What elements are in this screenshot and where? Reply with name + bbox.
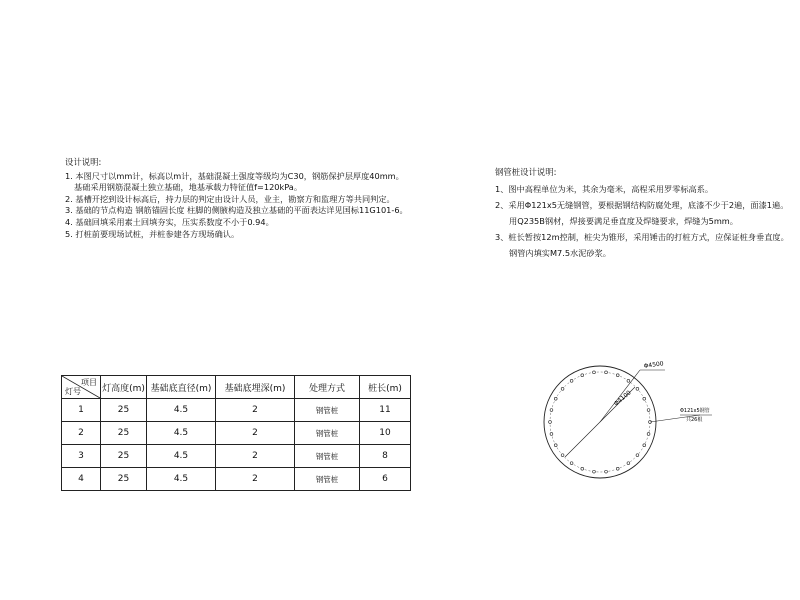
table-cell: 2 (216, 422, 295, 445)
table-cell: 10 (360, 422, 411, 445)
table-cell: 6 (360, 468, 411, 491)
design-note-line: 2. 基槽开挖到设计标高后，持力层的判定由设计人员，业主，勘察方和监理方等共同判定。 (65, 193, 395, 204)
pile-notes-title: 钢管桩设计说明: (495, 167, 557, 177)
pile-marker (570, 379, 573, 382)
table-cell: 4 (62, 468, 101, 491)
table-cell: 25 (101, 468, 147, 491)
pile-marker (643, 444, 646, 447)
table-row (62, 422, 411, 445)
design-note-line: 3. 基础的节点构造 钢筋锚固长度 柱脚的侧腋构造及独立基础的平面表达详见国标11G101-6。 (65, 205, 408, 216)
corner-bottom-label: 灯号 (65, 387, 81, 396)
design-note-line: 基础采用钢筋混凝土独立基础，地基承载力特征值f=120kPa。 (74, 182, 303, 193)
table-cell: 25 (101, 422, 147, 445)
table-corner-cell (62, 376, 101, 399)
pile-marker (616, 374, 619, 377)
table-cell: 4.5 (147, 445, 216, 468)
table-cell: 钢管桩 (295, 445, 360, 468)
pile-marker (605, 470, 608, 473)
pile-marker (636, 387, 639, 390)
table-cell: 钢管桩 (295, 468, 360, 491)
table-cell: 2 (216, 399, 295, 422)
table-cell: 钢管桩 (295, 422, 360, 445)
table-cell: 1 (62, 399, 101, 422)
pile-marker (561, 454, 564, 457)
table-cell: 4.5 (147, 399, 216, 422)
table-cell: 2 (216, 468, 295, 491)
pile-note-line: 1、图中高程单位为米，其余为毫米，高程采用罗零标高系。 (495, 183, 714, 194)
design-note-line: 5. 打桩前要现场试桩，并桩参建各方现场确认。 (65, 228, 240, 239)
pile-spec-label: Φ121x5钢管 (680, 408, 710, 414)
design-notes (65, 157, 408, 240)
design-note-line: 1. 本图尺寸以mm计，标高以m计，基础混凝土强度等级均为C30，钢筋保护层厚度40mm。 (65, 170, 404, 181)
table-cell: 25 (101, 445, 147, 468)
table-cell: 钢管桩 (295, 399, 360, 422)
table-cell: 2 (216, 445, 295, 468)
table-cell: 8 (360, 445, 411, 468)
lamp-spec-table (61, 375, 411, 491)
pile-marker (605, 371, 608, 374)
table-cell: 25 (101, 399, 147, 422)
pile-marker (647, 433, 650, 436)
table-cell: 11 (360, 399, 411, 422)
pile-count-label: 共26根 (686, 417, 703, 423)
pile-marker (593, 470, 596, 473)
corner-top-label: 项目 (81, 378, 97, 387)
pile-marker (561, 387, 564, 390)
table-row (62, 399, 411, 422)
pile-marker (581, 374, 584, 377)
pile-marker (554, 397, 557, 400)
pile-marker (549, 421, 552, 424)
pile-note-line: 用Q235B钢材，焊接要满足垂直度及焊缝要求，焊缝为5mm。 (509, 216, 738, 226)
pile-marker (627, 379, 630, 382)
inner-diameter-label: Φ4100 (612, 389, 633, 408)
pile-marker (627, 462, 630, 465)
table-row (62, 468, 411, 491)
pile-marker (570, 462, 573, 465)
pile-notes (495, 167, 789, 262)
table-row (62, 445, 411, 468)
pile-marker (636, 454, 639, 457)
table-header-row (62, 376, 411, 399)
pile-note-line: 钢管内填实M7.5水泥砂浆。 (509, 248, 611, 259)
table-cell: 2 (62, 422, 101, 445)
pile-marker (581, 467, 584, 470)
header-cell: 灯高度(m) (101, 376, 147, 399)
pile-marker (616, 467, 619, 470)
outer-diameter-label: Φ4500 (643, 360, 665, 370)
header-cell: 处理方式 (295, 376, 360, 399)
table-cell: 4.5 (147, 468, 216, 491)
header-cell: 基础底埋深(m) (216, 376, 295, 399)
pile-marker (593, 371, 596, 374)
pile-marker (550, 409, 553, 412)
table-cell: 4.5 (147, 422, 216, 445)
design-notes-title: 设计说明: (65, 157, 102, 167)
pile-marker (554, 444, 557, 447)
pile-marker (643, 397, 646, 400)
pile-note-line: 3、桩长暂按12m控制，桩尖为锥形，采用锤击的打桩方式，应保证桩身垂直度。 (495, 232, 789, 243)
table-cell: 3 (62, 445, 101, 468)
pile-marker (550, 433, 553, 436)
header-cell: 桩长(m) (360, 376, 411, 399)
pile-layout-diagram (540, 360, 720, 485)
design-note-line: 4. 基础回填采用素土回填夯实，压实系数度不小于0.94。 (65, 216, 274, 227)
header-cell: 基础底直径(m) (147, 376, 216, 399)
pile-note-line: 2、采用Φ121x5无缝钢管，要根据钢结构防腐处理，底漆不少于2遍，面漆1遍。 (495, 199, 789, 210)
pile-marker (647, 409, 650, 412)
